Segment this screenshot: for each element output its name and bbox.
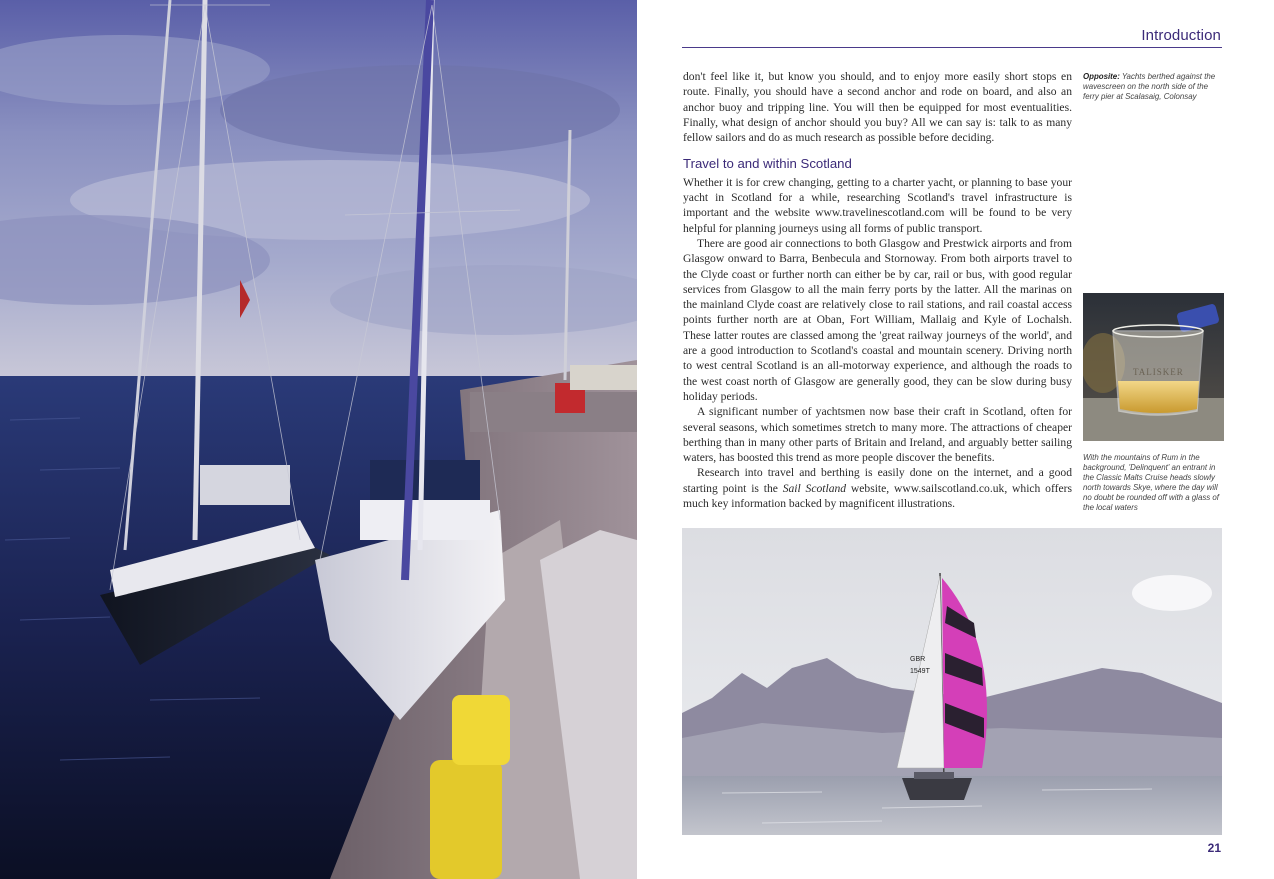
body-text-column bbox=[683, 69, 1072, 511]
sail-number-2: 1549T bbox=[910, 668, 930, 675]
sailing-yacht-photo bbox=[682, 528, 1222, 835]
paragraph-travel-2: There are good air connections to both Glasgow and Prestwick airports and from Glasgow onward to Barra, Benbecula and Stornoway. From both airports travel to the Clyde coast or further north can either be by car, rail or bus, with good regular services from Glasgow to all the main ferry ports by the latter. All the marinas on the mainland Clyde coast are relatively close to rail stations, and rail coastal access points further north are at Oban, Fort William, Mallaig and Kyle of Lochalsh. These latter routes are classed among the 'great railway journeys of the world', and are a good introduction to Scotland's coastal and mountain scenery. Driving north to west central Scotland is an all-motorway experience, and although the roads to the west coast north of Glasgow are generally good, they can be slow during busy holiday periods. bbox=[683, 236, 1072, 403]
subheading: Travel to and within Scotland bbox=[683, 156, 852, 172]
sail-scotland-italic: Sail Scotland bbox=[782, 481, 847, 495]
paragraph-travel-3: A significant number of yachtsmen now base their craft in Scotland, often for several seasons, which sometimes stretch to many more. The attractions of cheaper berthing than in many other parts of Britain and Ireland, and arguably better sailing waters, has boosted this trend as more people discover the benefits. bbox=[683, 405, 1072, 465]
paragraph-travel-1: Whether it is for crew changing, getting to a charter yacht, or planning to base your yacht in Scotland for a while, researching Scotland's travel infrastructure is important and the website www.travelinescotland.com will be found to be very helpful for planning journeys using all forms of public transport. bbox=[683, 175, 1072, 235]
glass-brand-text: TALISKER bbox=[1133, 367, 1184, 377]
paragraph-4-start: Research into travel and berthing is easily done on the internet, and a good starting point is the bbox=[683, 466, 1072, 495]
sail-number-1: GBR bbox=[910, 656, 926, 663]
caption-opposite-text: Yachts berthed against the wavescreen on the north side of the ferry pier at Scalasaig, Colonsay bbox=[1083, 72, 1216, 101]
section-title: Introduction bbox=[1141, 27, 1221, 44]
header-rule bbox=[682, 47, 1222, 48]
whisky-glass-photo bbox=[1083, 293, 1224, 441]
intro-paragraph: don't feel like it, but know you should, and to enjoy more easily short stops en route. Finally, you should have a second anchor and rode on board, and also an anchor buoy and tripping line. You will then be equipped for most eventualities. Finally, what design of anchor should you buy? All we can say is: talk to as many fellow sailors and do as much research as possible before deciding. bbox=[683, 70, 1072, 145]
paragraph-4-end: website, www.sailscotland.co.uk, which offers much key information backed by magnificent illustrations. bbox=[683, 481, 1072, 511]
page-number: 21 bbox=[1207, 841, 1221, 855]
caption-opposite bbox=[1083, 72, 1225, 102]
caption-whisky: With the mountains of Rum in the background, 'Delinquent' an entrant in the Classic Malts Cruise heads slowly north towards Skye, where the day will no doubt be rounded off with a glass of the local waters bbox=[1083, 453, 1219, 512]
caption-opposite-label: Opposite: bbox=[1083, 72, 1120, 81]
paragraph-travel-4 bbox=[683, 465, 1072, 511]
